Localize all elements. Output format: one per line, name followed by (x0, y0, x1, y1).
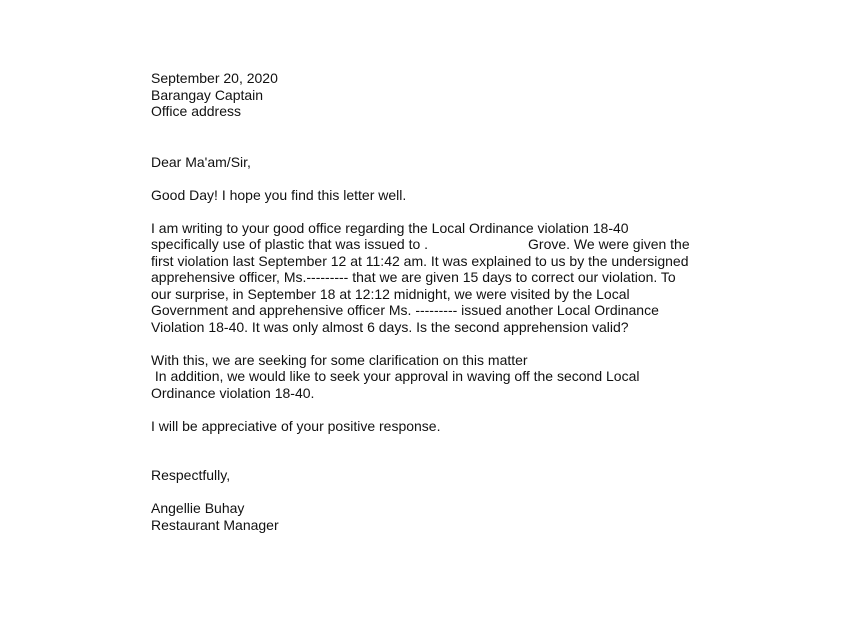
letter-document (151, 70, 721, 533)
letter-header (151, 70, 721, 120)
body-line: Government and apprehensive officer Ms. --------- issued another Local Ordinance (151, 302, 659, 318)
valediction: Respectfully, (151, 467, 231, 483)
body-line: our surprise, in September 18 at 12:12 midnight, we were visited by the Local (151, 285, 630, 302)
request-paragraph (151, 352, 721, 402)
request-line: With this, we are seeking for some clarification on this matter (151, 351, 528, 368)
opening-line: Good Day! I hope you find this letter well. (151, 186, 407, 203)
request-line: Ordinance violation 18-40. (151, 384, 315, 401)
closing-note: I will be appreciative of your positive response. (151, 417, 441, 434)
salutation: Dear Ma'am/Sir, (151, 153, 251, 170)
body-line-part: Grove. We were given the (528, 236, 690, 252)
body-line: I am writing to your good office regarding the Local Ordinance violation 18-40 (151, 219, 629, 236)
recipient-address: Office address (151, 103, 242, 119)
signer-name: Angellie Buhay (151, 500, 245, 516)
signature-block (151, 500, 721, 533)
recipient-title: Barangay Captain (151, 86, 264, 103)
body-line: apprehensive officer, Ms.--------- that we are given 15 days to correct our violation. To (151, 269, 676, 285)
body-line-part: specifically use of plastic that was issued to . (151, 236, 429, 252)
request-line: In addition, we would like to seek your approval in waving off the second Local (151, 368, 640, 384)
body-paragraph (151, 220, 721, 336)
body-line: Violation 18-40. It was only almost 6 days. Is the second apprehension valid? (151, 318, 629, 335)
signer-title: Restaurant Manager (151, 516, 279, 533)
body-line: first violation last September 12 at 11:42 am. It was explained to us by the undersigned (151, 252, 689, 269)
body-line (151, 236, 721, 253)
letter-date: September 20, 2020 (151, 70, 278, 86)
